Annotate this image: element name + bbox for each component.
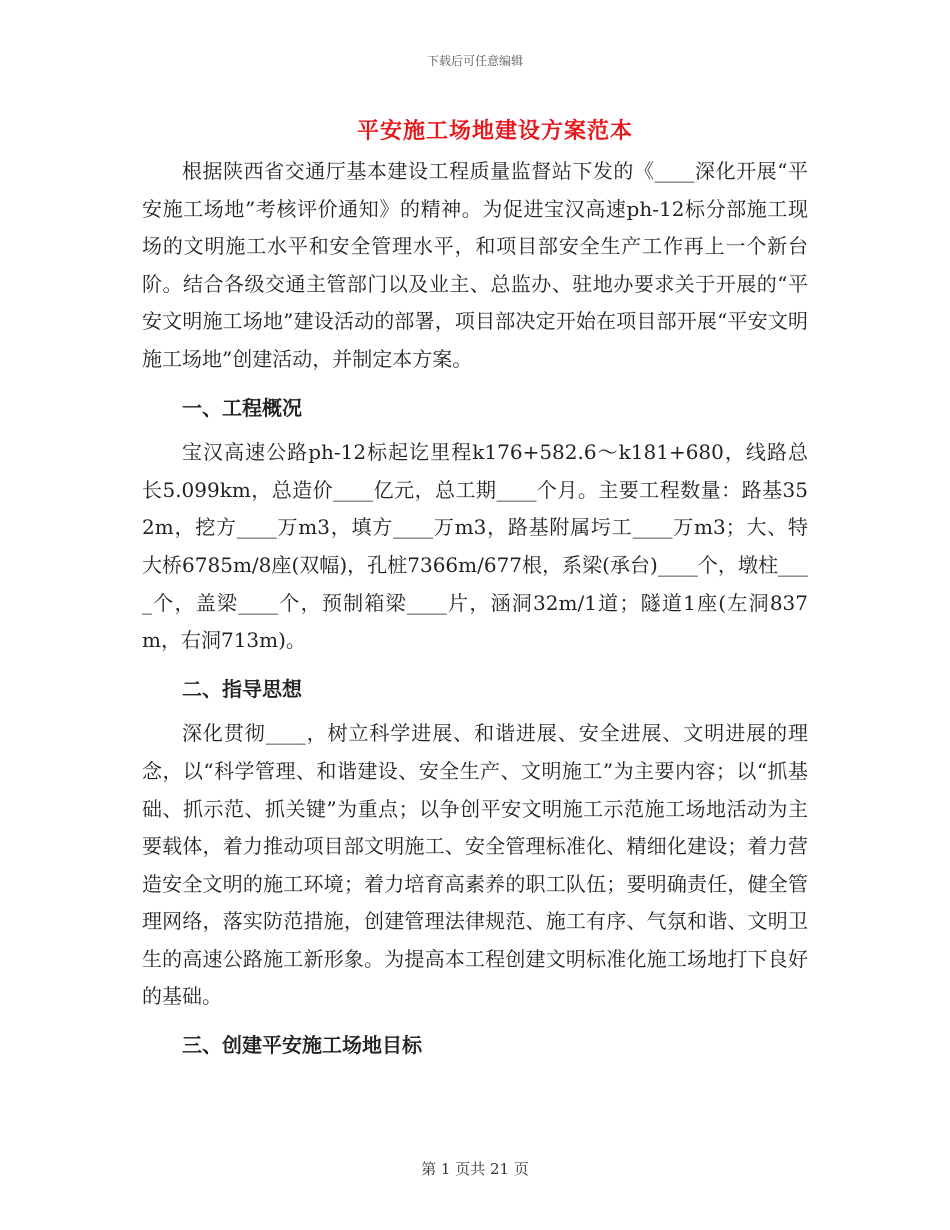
intro-paragraph: 根据陕西省交通厅基本建设工程质量监督站下发的《____深化开展“平安施工场地”考核评价通知》的精神。为促进宝汉高速ph-12标分部施工现场的文明施工水平和安全管理水平，和项目部安全生产工作再上一个新台阶。结合各级交通主管部门以及业主、总监办、驻地办要求关于开展的“平安文明施工场地”建设活动的部署，项目部决定开始在项目部开展“平安文明施工场地”创建活动，并制定本方案。	[142, 159, 808, 371]
document-body	[142, 153, 808, 1072]
section-heading-overview: 一、工程概况	[182, 395, 302, 420]
header-note: 下载后可任意编辑	[426, 54, 523, 68]
section-heading-goals: 三、创建平安施工场地目标	[182, 1033, 422, 1058]
section-text-overview: 宝汉高速公路ph-12标起讫里程k176+582.6～k181+680，线路总长5.099km，总造价____亿元，总工期____个月。主要工程数量：路基352m，挖方____万m3，填方____万m3，路基附属圬工____万m3；大、特大桥6785m/8座(双幅)，孔桩7366m/677根，系梁(承台)____个，墩柱____个，盖梁____个，预制箱梁____片，涵洞32m/1道；隧道1座(左洞837m，右洞713m)。	[142, 440, 808, 653]
document-title: 平安施工场地建设方案范本	[356, 118, 633, 144]
page-footer: 第 1 页共 21 页	[421, 1160, 529, 1178]
section-text-guidance: 深化贯彻____，树立科学进展、和谐进展、安全进展、文明进展的理念，以“科学管理、和谐建设、安全生产、文明施工”为主要内容；以“抓基础、抓示范、抓关键”为重点；以争创平安文明施工示范施工场地活动为主要载体，着力推动项目部文明施工、安全管理标准化、精细化建设；着力营造安全文明的施工环境；着力培育高素养的职工队伍；要明确责任，健全管理网络，落实防范措施，创建管理法律规范、施工有序、气氛和谐、文明卫生的高速公路施工新形象。为提高本工程创建文明标准化施工场地打下良好的基础。	[142, 721, 808, 1009]
section-heading-guidance: 二、指导思想	[182, 676, 302, 701]
